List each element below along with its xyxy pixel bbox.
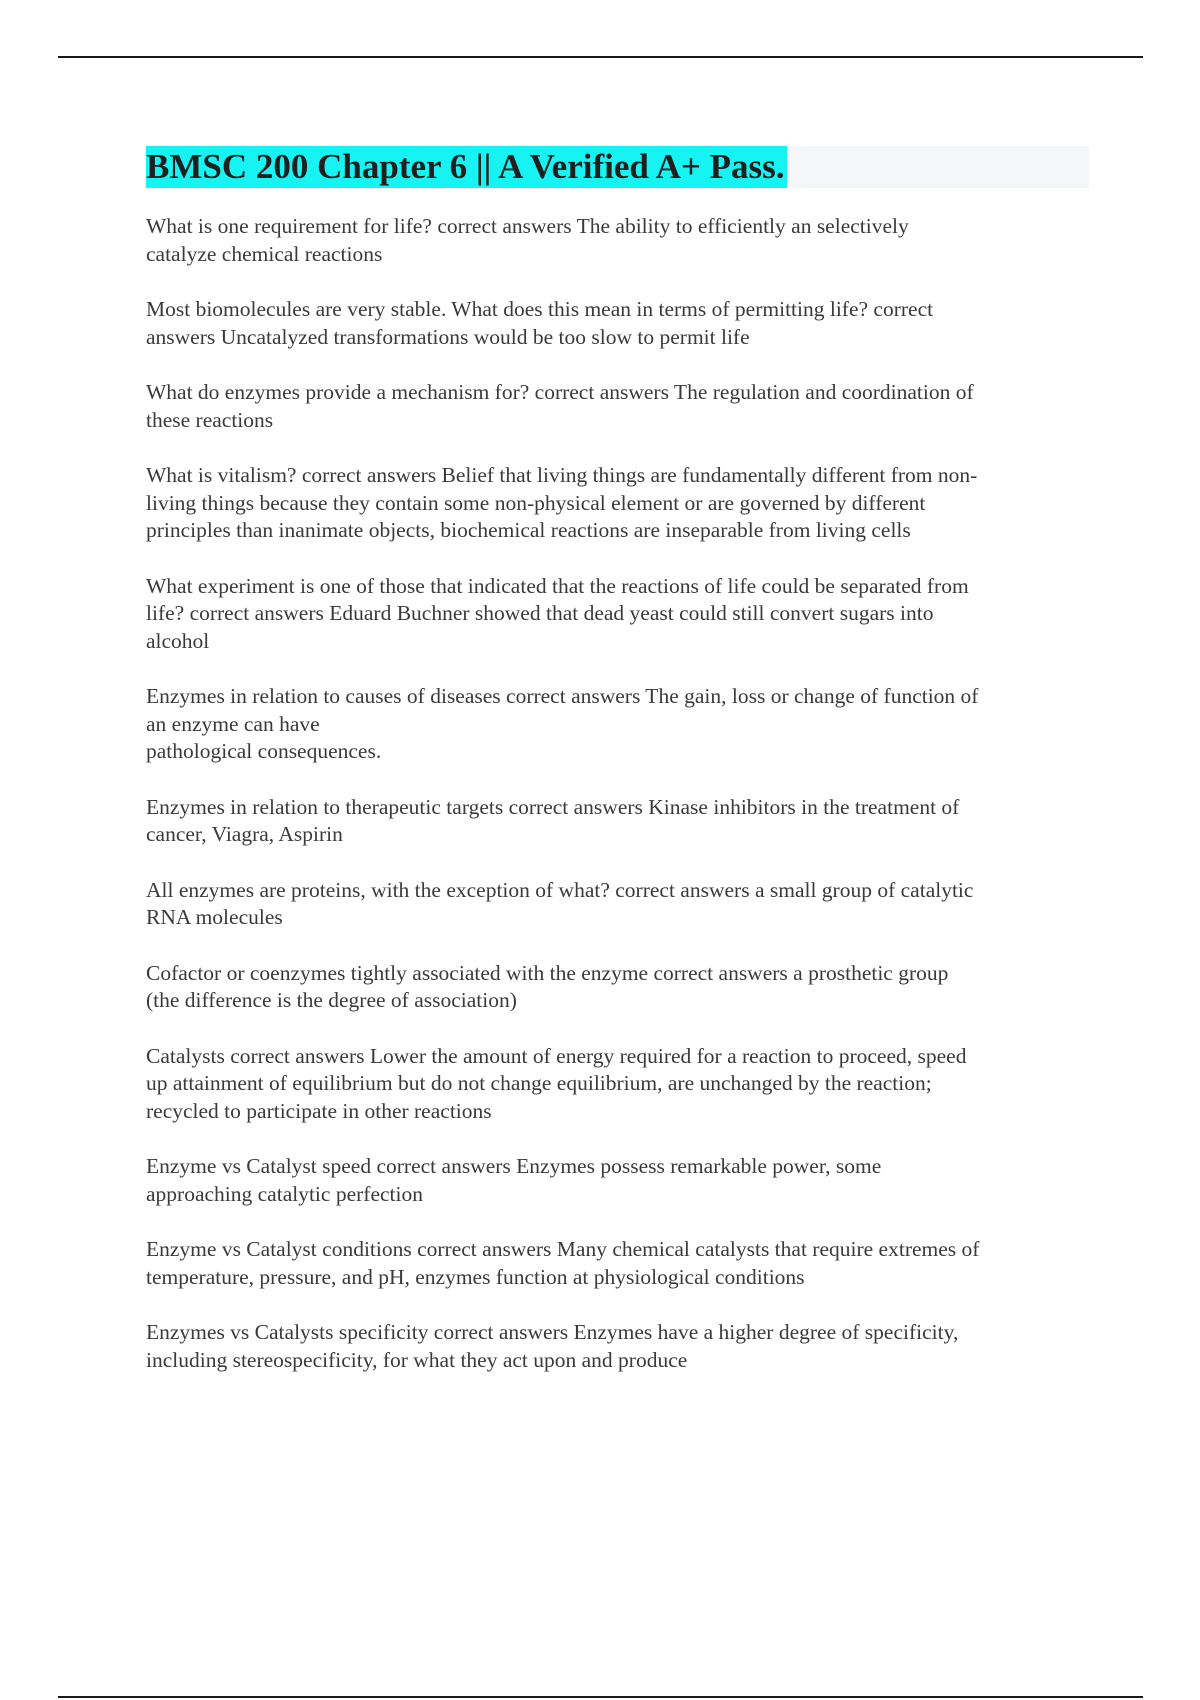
qa-entry: What experiment is one of those that indicated that the reactions of life could be separated from life? correct answers Eduard Buchner showed that dead yeast could still convert sugars into alcohol [146,573,969,653]
qa-entry: Enzymes in relation to causes of diseases correct answers The gain, loss or change of function of an enzyme can have pathological consequences. [146,684,979,763]
qa-entry: What do enzymes provide a mechanism for? correct answers The regulation and coordination of these reactions [146,380,974,432]
bottom-rule [58,1696,1143,1698]
qa-entry: What is vitalism? correct answers Belief that living things are fundamentally different from non- living things because they contain some non-physical element or are governed by different principles than inanimate objects, biochemical reactions are inseparable from living cells [146,463,978,542]
qa-entry: What is one requirement for life? correct answers The ability to efficiently an selectively catalyze chemical reactions [146,214,909,266]
qa-entry: Enzyme vs Catalyst speed correct answers Enzymes possess remarkable power, some approaching catalytic perfection [146,1154,882,1206]
qa-entry: Most biomolecules are very stable. What does this mean in terms of permitting life? correct answers Uncatalyzed transformations would be too slow to permit life [146,297,934,349]
document-title: BMSC 200 Chapter 6 || A Verified A+ Pass. [146,147,785,186]
qa-entry: Enzymes in relation to therapeutic targets correct answers Kinase inhibitors in the treatment of cancer, Viagra, Aspirin [146,794,960,846]
qa-entry: Enzymes vs Catalysts specificity correct answers Enzymes have a higher degree of specificity, including stereospecificity, for what they act upon and produce [146,1320,959,1372]
qa-entry: Cofactor or coenzymes tightly associated with the enzyme correct answers a prosthetic group (the difference is the degree of association) [146,960,949,1012]
qa-list [146,213,1091,1402]
qa-entry: Enzyme vs Catalyst conditions correct answers Many chemical catalysts that require extremes of temperature, pressure, and pH, enzymes function at physiological conditions [146,1237,980,1289]
qa-entry: Catalysts correct answers Lower the amount of energy required for a reaction to proceed, speed up attainment of equilibrium but do not change equilibrium, are unchanged by the reaction; recycled to participate in other reactions [146,1043,967,1123]
top-rule [58,56,1143,58]
qa-entry: All enzymes are proteins, with the exception of what? correct answers a small group of catalytic RNA molecules [146,877,974,929]
